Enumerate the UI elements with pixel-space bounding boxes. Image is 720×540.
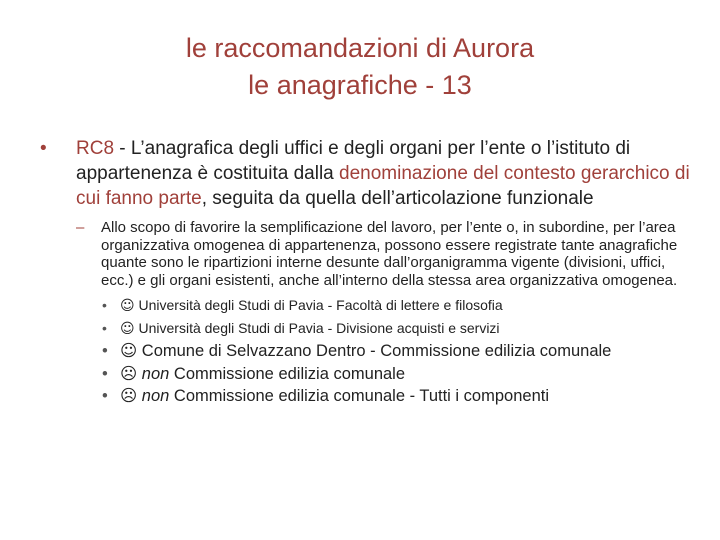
- sub-bullet-item: [40, 219, 700, 289]
- small-bullet-icon: •: [102, 387, 108, 405]
- example-text: Commissione edilizia comunale - Tutti i componenti: [169, 387, 549, 405]
- title-line-2: le anagrafiche - 13: [248, 70, 472, 100]
- title-line-1: le raccomandazioni di Aurora: [185, 33, 535, 63]
- example-item: [40, 294, 700, 317]
- small-bullet-icon: •: [102, 342, 108, 360]
- example-text: Università degli Studi di Pavia - Facoltà di lettere e filosofia: [134, 297, 503, 313]
- sub-text: Allo scopo di favorire la semplificazione del lavoro, per l’ente o, in subordine, per l’area organizzativa omogenea di appartenenza, possono essere registrate tante anagrafiche quante sono le ripartizioni interne desunte dall’organigramma vigente (divisioni, uffici, ecc.) e gli organi esistenti, anche all’interno della stessa area organizzativa omogenea.: [101, 219, 678, 289]
- main-text-part1: - L’anagrafica degli uffici e degli organi per l’ente o l’istituto di appartenenza è costituita dalla: [76, 138, 631, 184]
- smiley-icon: ☺: [120, 298, 135, 314]
- smiley-icon: ☺: [120, 341, 138, 360]
- examples-list: [40, 294, 700, 408]
- dash-icon: –: [76, 219, 85, 236]
- bullet-icon: •: [40, 138, 47, 159]
- example-item: [40, 385, 700, 408]
- example-text: Comune di Selvazzano Dentro - Commissione edilizia comunale: [137, 342, 612, 360]
- small-bullet-icon: •: [102, 297, 107, 313]
- slide-title: [0, 30, 720, 104]
- main-text-part2: , seguita da quella dell’articolazione funzionale: [201, 188, 594, 209]
- example-item: [40, 363, 700, 386]
- example-text: Commissione edilizia comunale: [169, 364, 406, 383]
- main-bullet-item: [40, 136, 700, 211]
- recommendation-code: RC8: [76, 138, 115, 159]
- frown-icon: ☹: [120, 386, 138, 405]
- small-bullet-icon: •: [102, 364, 108, 383]
- example-non-label: non: [141, 387, 170, 405]
- frown-icon: ☹: [120, 363, 138, 383]
- example-item: [40, 340, 700, 363]
- smiley-icon: ☺: [120, 321, 135, 337]
- main-text-highlight: denominazione del contesto gerarchico di cui fanno parte: [76, 163, 690, 209]
- example-item: [40, 317, 700, 340]
- example-non-label: non: [141, 364, 170, 383]
- small-bullet-icon: •: [102, 320, 107, 336]
- slide-body: [40, 136, 700, 408]
- example-text: Università degli Studi di Pavia - Divisione acquisti e servizi: [134, 320, 500, 336]
